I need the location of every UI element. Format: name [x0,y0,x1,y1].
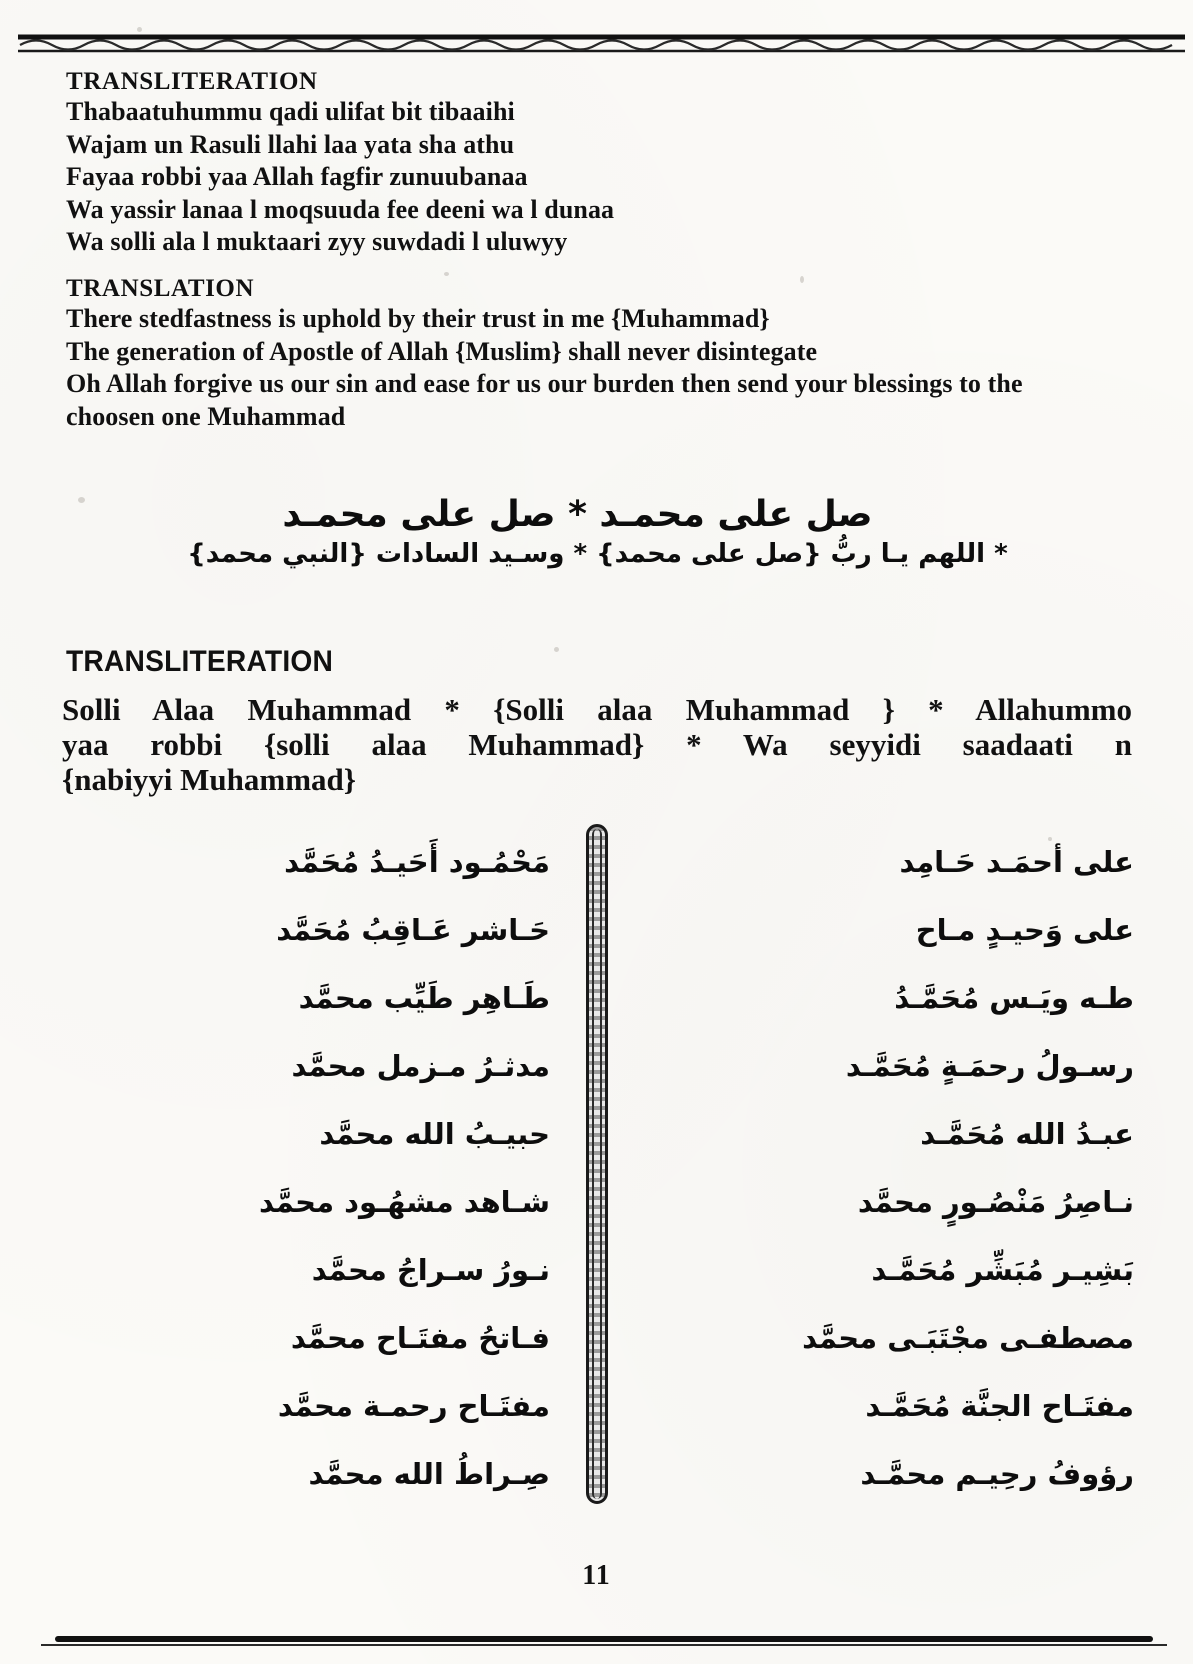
table-row: مفتَـاح رحمـة محمَّد [277,1389,550,1423]
table-row: حَـاشر عَـاقِبُ مُحَمَّد [276,913,550,947]
transliteration-2-line: Solli Alaa Muhammad * {Solli alaa Muhammad } * Allahummo [62,692,1132,727]
scan-speck [444,272,449,276]
table-row: على وَحيـدٍ مـاح [915,913,1134,947]
table-row: مصطفـى مجْتَبَـى محمَّد [802,1321,1134,1355]
arabic-couplet-line-1: صل على محمـد * صل على محمـد [282,494,873,535]
table-row: طـه ويَـس مُحَمَّـدُ [894,981,1134,1015]
scan-speck [800,276,804,283]
table-row: صِـراطُ الله محمَّد [308,1457,550,1491]
translation-line: Oh Allah forgive us our sin and ease for us our burden then send your blessings to the [66,369,1023,398]
transliteration-1-line: Wajam un Rasuli llahi laa yata sha athu [66,129,515,159]
table-row: شـاهد مشهُـود محمَّد [258,1185,550,1219]
table-row: مفتَـاح الجنَّة مُحَمَّـد [865,1389,1134,1423]
translation-heading: TRANSLATION [66,275,255,302]
table-row: عبـدُ الله مُحَمَّـد [920,1117,1134,1151]
transliteration-1-line: Fayaa robbi yaa Allah fagfir zunuubanaa [66,162,528,191]
transliteration-1-heading: TRANSLITERATION [66,68,318,95]
ornamental-column-divider [586,824,608,1504]
transliteration-2-body [62,692,1132,797]
arabic-couplet [60,493,1135,571]
transliteration-2-line: yaa robbi {solli alaa Muhammad} * Wa seyyidi saadaati n [62,727,1132,762]
translation-line: choosen one Muhammad [66,401,346,431]
table-row: بَشِيـر مُبَشِّر مُحَمَّـد [871,1253,1134,1287]
arabic-couplet-line-2: * اللهم يـا ربُّ {صل على محمد} * وسـيد السادات {النبي محمد} [187,539,1008,569]
transliteration-1-section [66,68,614,259]
bottom-border-thin-rule [41,1644,1167,1646]
bottom-border-thick-rule [55,1636,1153,1642]
bottom-border [55,1632,1153,1646]
table-row: على أحمَـد حَـامِد [899,845,1134,879]
transliteration-1-line: Thabaatuhummu qadi ulifat bit tibaaihi [66,97,515,126]
translation-line: The generation of Apostle of Allah {Muslim} shall never disintegate [66,336,818,366]
table-row: طَـاهِر طَيِّب محمَّد [298,981,550,1015]
arabic-verse-table [56,828,1138,1508]
table-row: فـاتحُ مفتَـاح محمَّد [290,1321,550,1355]
translation-line: There stedfastness is uphold by their trust in me {Muhammad} [66,304,770,333]
table-row: نـاصِرُ مَنْصُـورٍ محمَّد [857,1185,1134,1219]
scan-speck [554,647,559,652]
arabic-table-right-column [638,828,1138,1508]
table-row: مدثـرُ مـزمل محمَّد [291,1049,550,1083]
table-row: مَحْمُـود أَحَيـدُ مُحَمَّد [284,845,550,879]
transliteration-1-line: Wa yassir lanaa l moqsuuda fee deeni wa l dunaa [66,194,615,224]
top-decorative-border [18,28,1185,62]
table-row: رسـولُ رحمَـةٍ مُحَمَّـد [845,1049,1134,1083]
table-row: حبيـبُ الله محمَّد [319,1117,550,1151]
scan-speck [137,27,142,32]
scan-speck [78,497,85,503]
table-row: رؤوفُ رحِيـم محمَّـد [860,1457,1134,1491]
transliteration-2-heading: TRANSLITERATION [66,645,334,678]
transliteration-2-line: {nabiyyi Muhammad} [62,762,357,797]
table-row: نـورُ سـراجُ محمَّد [311,1253,550,1287]
arabic-table-left-column [56,828,556,1508]
translation-section [66,275,1023,433]
page-number: 11 [582,1560,611,1591]
scan-speck [1048,837,1052,841]
transliteration-1-line: Wa solli ala l muktaari zyy suwdadi l uluwyy [66,227,568,256]
